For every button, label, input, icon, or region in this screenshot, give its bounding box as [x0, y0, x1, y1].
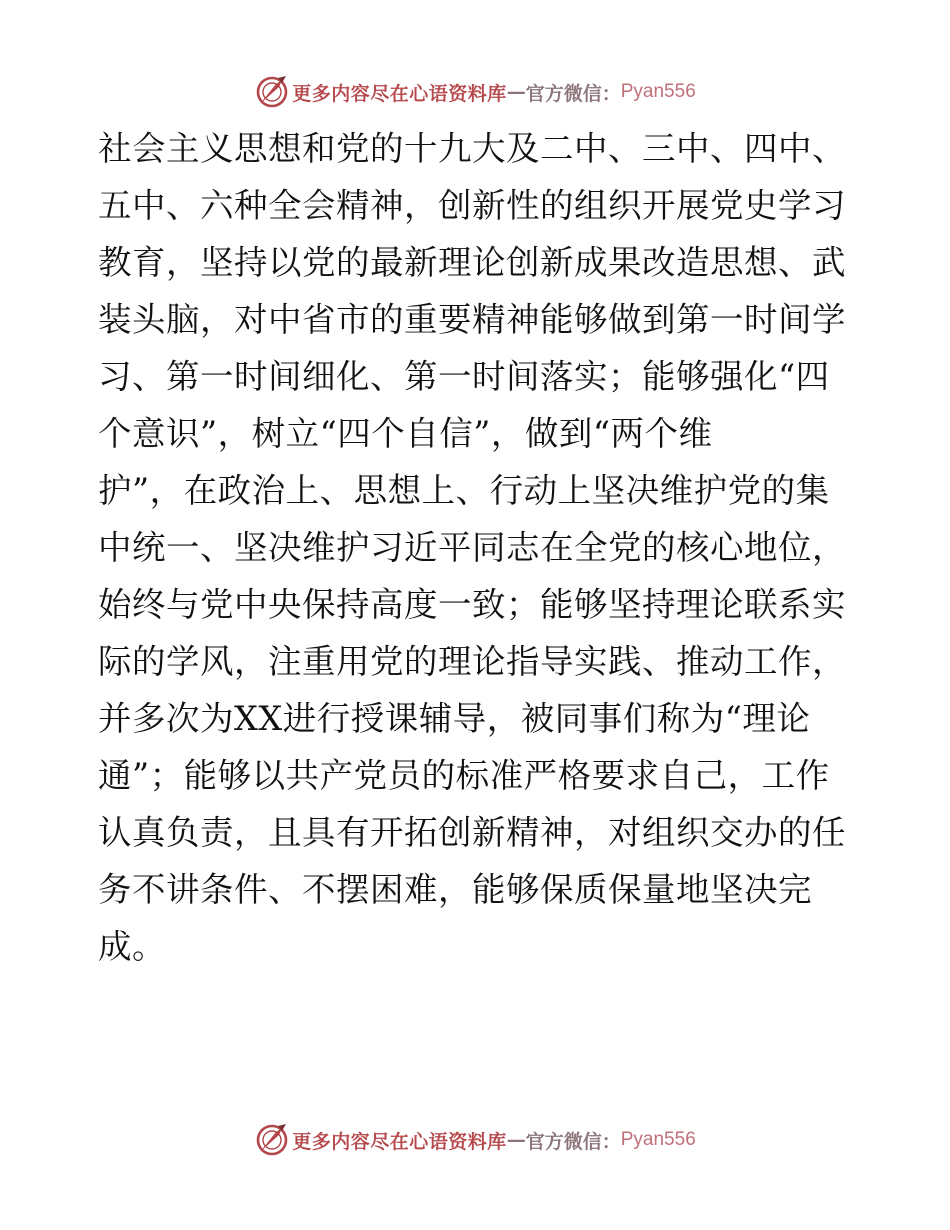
body-line: 成。	[98, 927, 166, 966]
body-line: 认真负责，且具有开拓创新精神，对组织交办的任	[98, 813, 846, 852]
body-line: 习、第一时间细化、第一时间落实；能够强化“四	[98, 357, 830, 396]
body-line: 护”，在政治上、思想上、行动上坚决维护党的集	[98, 471, 830, 510]
banner-account: Pyan556	[620, 1129, 696, 1150]
body-line: 并多次为XX进行授课辅导，被同事们称为“理论	[98, 699, 811, 738]
banner-separator: —	[506, 1129, 526, 1151]
body-line: 社会主义思想和党的十九大及二中、三中、四中、	[98, 129, 846, 168]
body-line: 个意识”，树立“四个自信”，做到“两个维	[98, 414, 713, 453]
banner-separator: —	[506, 81, 526, 103]
banner-label: 官方微信：	[525, 1130, 621, 1153]
banner-promo-text: 更多内容尽在心语资料库	[292, 1130, 507, 1153]
quill-circle-icon	[254, 1122, 290, 1158]
body-line: 始终与党中央保持高度一致；能够坚持理论联系实	[98, 585, 846, 624]
document-body	[98, 120, 858, 975]
banner-account: Pyan556	[620, 81, 696, 102]
body-line: 际的学风，注重用党的理论指导实践、推动工作，	[98, 642, 846, 681]
body-line: 教育，坚持以党的最新理论创新成果改造思想、武	[98, 243, 846, 282]
body-line: 五中、六种全会精神，创新性的组织开展党史学习	[98, 186, 846, 225]
body-line: 通”；能够以共产党员的标准严格要求自己，工作	[98, 756, 830, 795]
quill-circle-icon	[254, 74, 290, 110]
header-banner	[0, 72, 950, 112]
body-line: 务不讲条件、不摆困难，能够保质保量地坚决完	[98, 870, 812, 909]
body-line: 中统一、坚决维护习近平同志在全党的核心地位，	[98, 528, 846, 567]
banner-label: 官方微信：	[525, 82, 621, 105]
banner-promo-text: 更多内容尽在心语资料库	[292, 82, 507, 105]
footer-banner	[0, 1120, 950, 1160]
body-line: 装头脑，对中省市的重要精神能够做到第一时间学	[98, 300, 846, 339]
